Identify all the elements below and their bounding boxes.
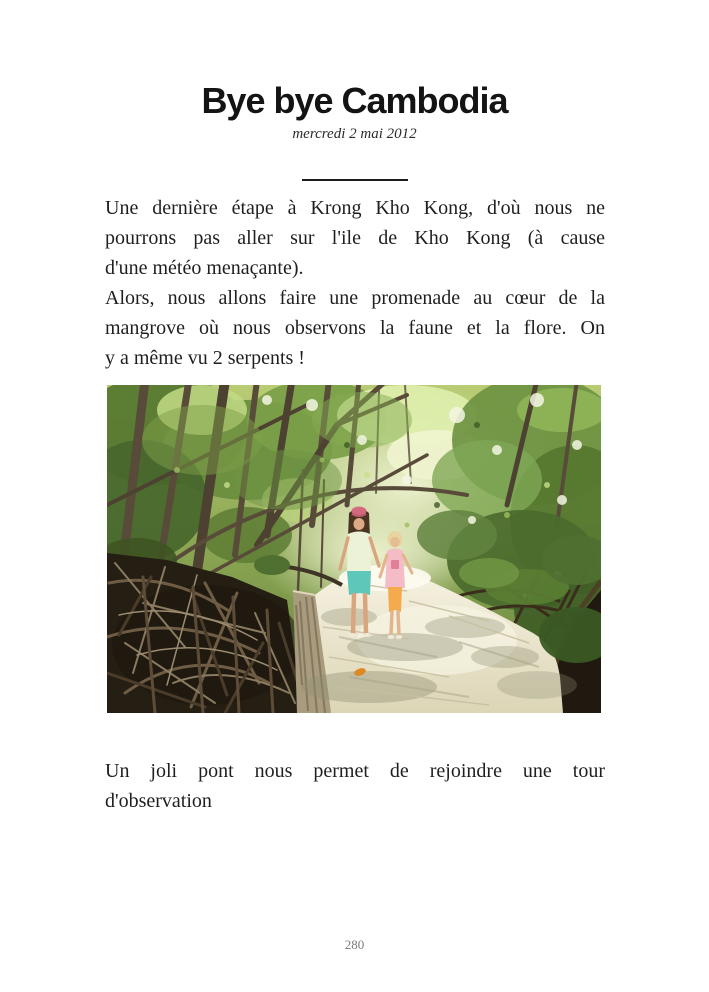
mangrove-photo-illustration	[107, 385, 601, 713]
paragraph-line: mangrove où nous observons la faune et la flore. On	[105, 317, 605, 339]
mangrove-photo	[107, 385, 601, 713]
paragraph-line: d'une météo menaçante).	[105, 257, 304, 279]
paragraph-line: y a même vu 2 serpents !	[105, 347, 305, 369]
paragraph-line: Alors, nous allons faire une promenade au cœur de la	[105, 287, 605, 309]
paragraph-line: pourrons pas aller sur l'ile de Kho Kong (à cause	[105, 227, 605, 249]
page-number: 280	[344, 937, 365, 952]
caption-line: Un joli pont nous permet de rejoindre une tour	[105, 760, 605, 782]
paragraph-line: Une dernière étape à Krong Kho Kong, d'où nous ne	[105, 197, 605, 219]
article-body	[105, 193, 605, 373]
page-title: Bye bye Cambodia	[201, 80, 508, 121]
section-divider	[302, 179, 408, 181]
post-date: mercredi 2 mai 2012	[292, 126, 417, 142]
photo-caption	[105, 756, 605, 816]
caption-line: d'observation	[105, 790, 212, 812]
